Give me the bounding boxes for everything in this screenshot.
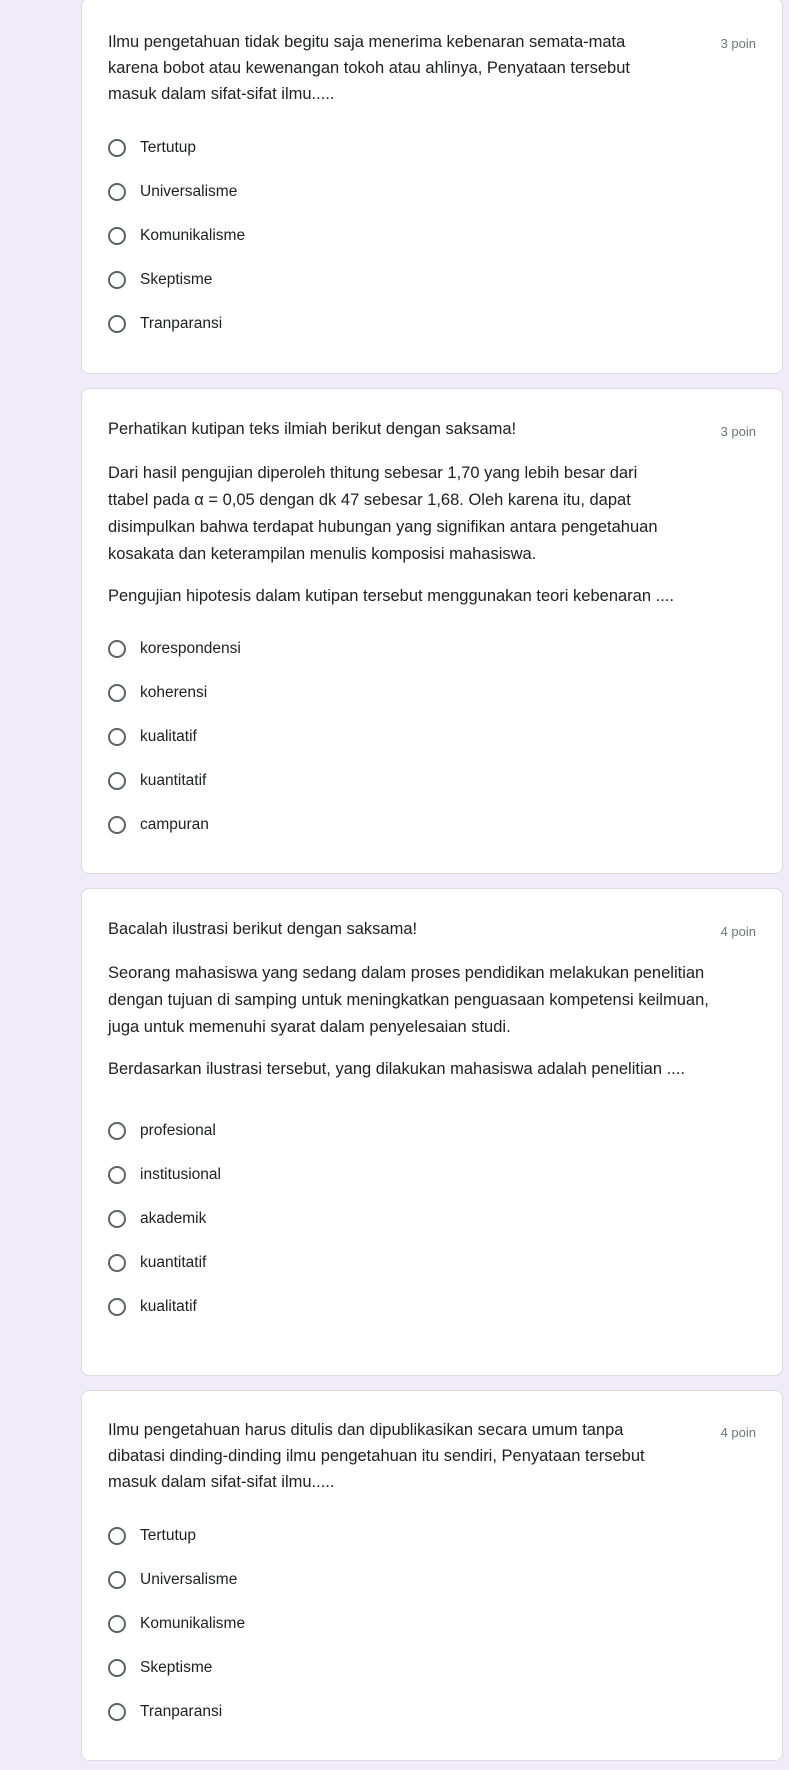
radio-button[interactable] xyxy=(108,227,126,245)
question-prompt: Berdasarkan ilustrasi tersebut, yang dilakukan mahasiswa adalah penelitian .... xyxy=(108,1060,685,1078)
option-universalisme[interactable] xyxy=(108,177,237,207)
radio-button[interactable] xyxy=(108,1210,126,1228)
radio-button[interactable] xyxy=(108,183,126,201)
option-tranparansi[interactable] xyxy=(108,1697,222,1727)
option-universalisme[interactable] xyxy=(108,1565,237,1595)
option-skeptisme[interactable] xyxy=(108,265,212,295)
question-points: 3 poin xyxy=(720,424,756,439)
question-text: Bacalah ilustrasi berikut dengan saksama! xyxy=(108,920,418,938)
option-label: institusional xyxy=(140,1166,221,1183)
option-label: kualitatif xyxy=(140,728,197,745)
option-kuantitatif[interactable] xyxy=(108,766,206,796)
option-label: kualitatif xyxy=(140,1298,197,1315)
option-label: profesional xyxy=(140,1122,216,1139)
option-korespondensi[interactable] xyxy=(108,634,241,664)
option-akademik[interactable] xyxy=(108,1204,206,1234)
radio-button[interactable] xyxy=(108,1659,126,1677)
option-label: kuantitatif xyxy=(140,772,207,789)
question-card-3 xyxy=(81,888,783,1376)
radio-button[interactable] xyxy=(108,1122,126,1140)
question-text: Ilmu pengetahuan tidak begitu saja menerima kebenaran semata-mata karena bobot atau kewenangan tokoh atau ahlinya, Penyataan tersebut masuk dalam sifat-sifat ilmu..... xyxy=(108,33,630,103)
radio-button[interactable] xyxy=(108,1254,126,1272)
radio-button[interactable] xyxy=(108,139,126,157)
option-label: Tranparansi xyxy=(140,315,223,332)
radio-button[interactable] xyxy=(108,1615,126,1633)
option-label: korespondensi xyxy=(140,640,241,657)
option-tertutup[interactable] xyxy=(108,133,196,163)
option-label: Universalisme xyxy=(140,1571,238,1588)
option-label: Universalisme xyxy=(140,183,238,200)
option-label: Tertutup xyxy=(140,1527,197,1544)
question-points: 4 poin xyxy=(720,1425,756,1440)
question-passage: Seorang mahasiswa yang sedang dalam proses pendidikan melakukan penelitian dengan tujuan di samping untuk meningkatkan penguasaan kompetensi keilmuan, juga untuk memenuhi syarat dalam penyelesaian studi. xyxy=(108,964,709,1036)
radio-button[interactable] xyxy=(108,728,126,746)
option-tranparansi[interactable] xyxy=(108,309,222,339)
radio-button[interactable] xyxy=(108,1703,126,1721)
option-label: Tertutup xyxy=(140,139,197,156)
option-komunikalisme[interactable] xyxy=(108,1609,245,1639)
radio-button[interactable] xyxy=(108,1571,126,1589)
option-campuran[interactable] xyxy=(108,810,209,840)
question-points: 3 poin xyxy=(720,36,756,51)
option-kualitatif[interactable] xyxy=(108,722,197,752)
option-skeptisme[interactable] xyxy=(108,1653,212,1683)
option-institusional[interactable] xyxy=(108,1160,221,1190)
radio-button[interactable] xyxy=(108,684,126,702)
radio-button[interactable] xyxy=(108,1527,126,1545)
question-card-2 xyxy=(81,388,783,874)
question-text: Perhatikan kutipan teks ilmiah berikut dengan saksama! xyxy=(108,420,517,438)
question-card-1 xyxy=(81,0,783,374)
option-koherensi[interactable] xyxy=(108,678,207,708)
radio-button[interactable] xyxy=(108,1298,126,1316)
option-label: Skeptisme xyxy=(140,1659,213,1676)
option-komunikalisme[interactable] xyxy=(108,221,245,251)
question-prompt: Pengujian hipotesis dalam kutipan tersebut menggunakan teori kebenaran .... xyxy=(108,587,674,605)
option-kuantitatif[interactable] xyxy=(108,1248,206,1278)
option-label: koherensi xyxy=(140,684,208,701)
radio-button[interactable] xyxy=(108,271,126,289)
option-label: Komunikalisme xyxy=(140,227,246,244)
option-label: Skeptisme xyxy=(140,271,213,288)
option-kualitatif[interactable] xyxy=(108,1292,197,1322)
radio-button[interactable] xyxy=(108,772,126,790)
radio-button[interactable] xyxy=(108,1166,126,1184)
option-label: Tranparansi xyxy=(140,1703,223,1720)
radio-button[interactable] xyxy=(108,315,126,333)
option-tertutup[interactable] xyxy=(108,1521,196,1551)
question-card-4 xyxy=(81,1390,783,1761)
radio-button[interactable] xyxy=(108,816,126,834)
option-label: kuantitatif xyxy=(140,1254,207,1271)
option-label: akademik xyxy=(140,1210,207,1227)
question-points: 4 poin xyxy=(720,924,756,939)
option-profesional[interactable] xyxy=(108,1116,216,1146)
question-text: Ilmu pengetahuan harus ditulis dan dipublikasikan secara umum tanpa dibatasi dinding-dinding ilmu pengetahuan itu sendiri, Penyataan tersebut masuk dalam sifat-sifat ilmu..... xyxy=(108,1421,645,1491)
option-label: Komunikalisme xyxy=(140,1615,246,1632)
question-passage: Dari hasil pengujian diperoleh thitung sebesar 1,70 yang lebih besar dari ttabel pada α = 0,05 dengan dk 47 sebesar 1,68. Oleh karena itu, dapat disimpulkan bahwa terdapat hubungan yang signifikan antara pengetahuan kosakata dan keterampilan menulis komposisi mahasiswa. xyxy=(108,464,658,563)
radio-button[interactable] xyxy=(108,640,126,658)
option-label: campuran xyxy=(140,816,209,833)
